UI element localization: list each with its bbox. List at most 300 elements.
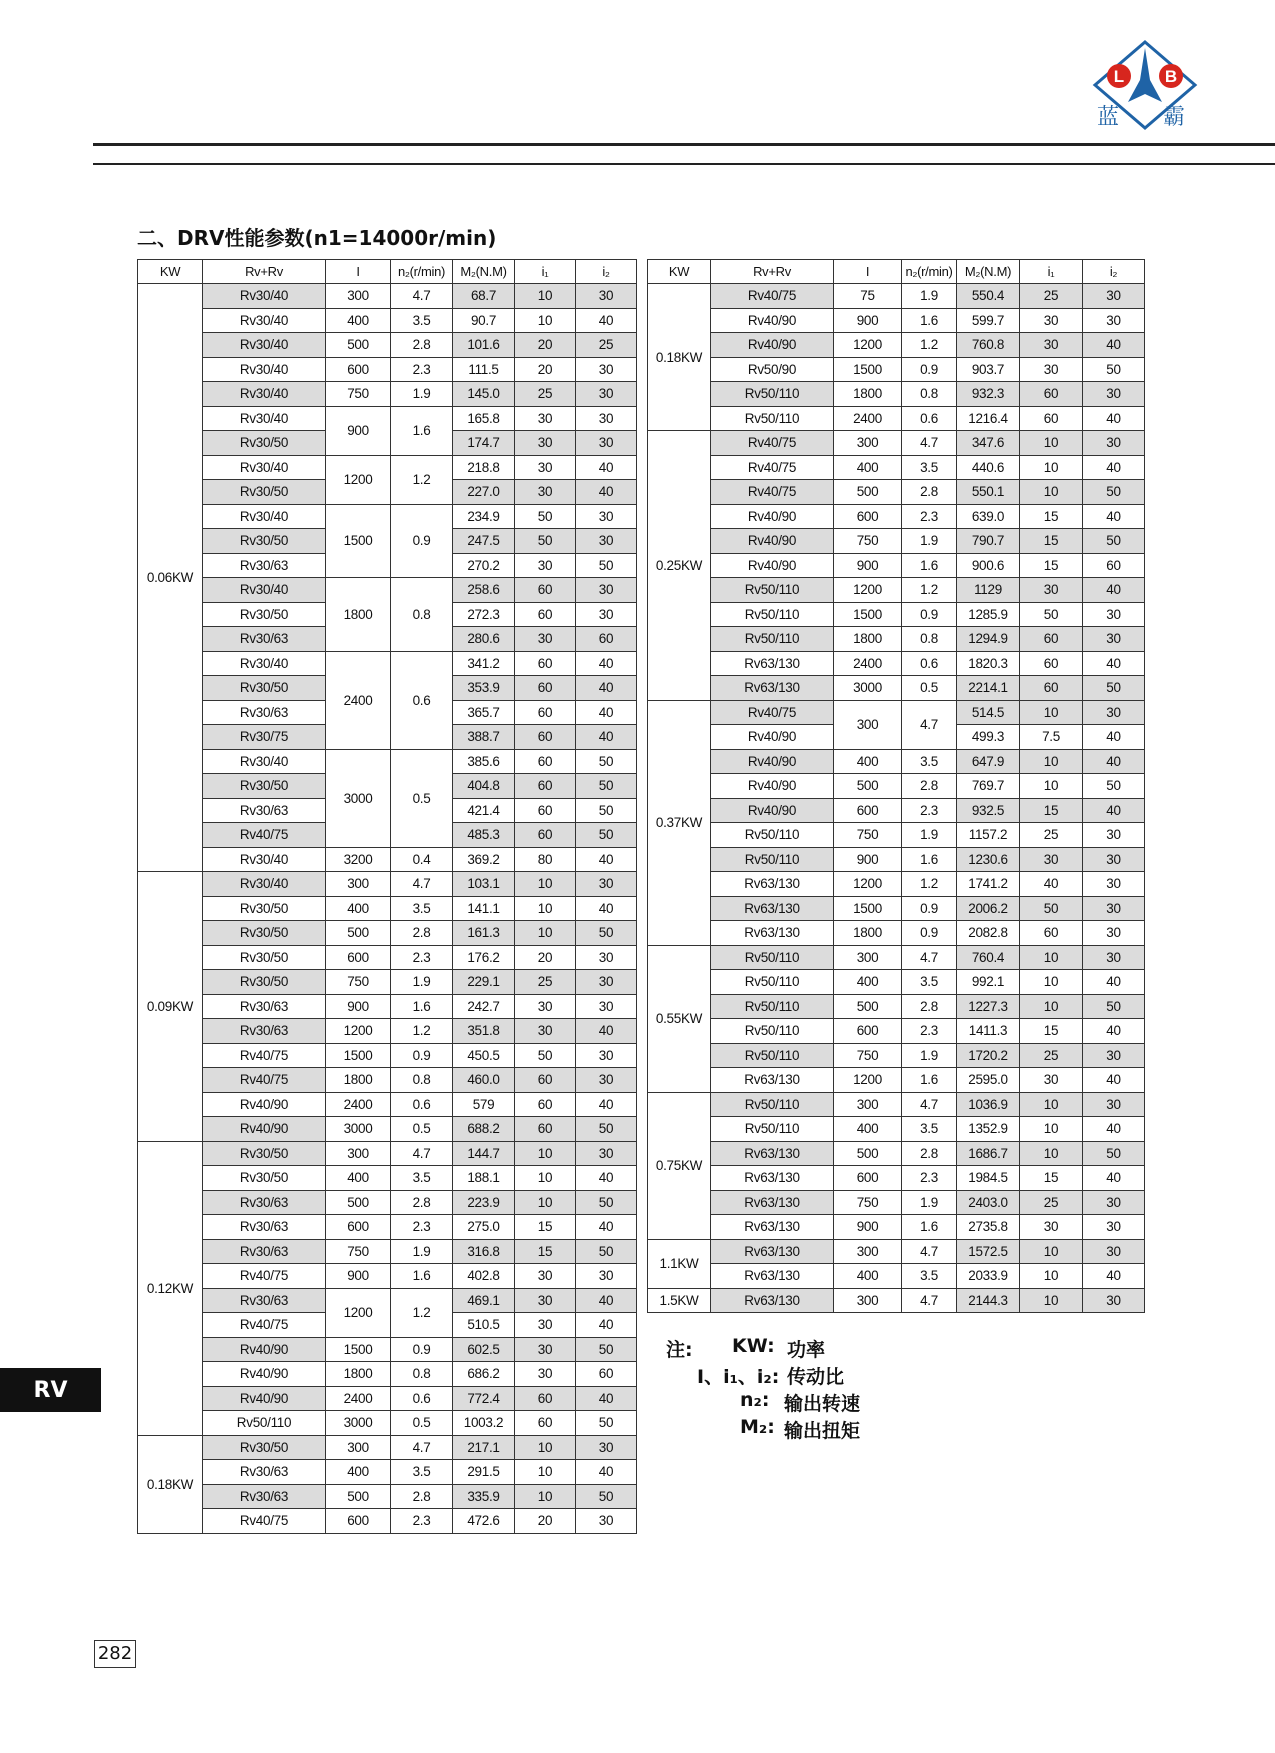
header-rule-bottom [93, 163, 1275, 165]
ratio-i1-cell: 10 [1020, 994, 1083, 1019]
ratio-cell: 500 [834, 480, 902, 505]
output-torque-cell: 176.2 [453, 945, 515, 970]
output-speed-cell: 1.6 [391, 994, 453, 1019]
note-value-kw: 功率 [787, 1339, 826, 1361]
ratio-i2-cell: 30 [576, 578, 637, 603]
table-row [138, 455, 637, 480]
ratio-i1-cell: 60 [515, 578, 576, 603]
ratio-i1-cell: 50 [515, 529, 576, 554]
ratio-cell: 1800 [326, 578, 391, 652]
ratio-i2-cell: 30 [576, 1141, 637, 1166]
ratio-i2-cell: 40 [576, 725, 637, 750]
output-torque-cell: 141.1 [453, 896, 515, 921]
ratio-cell: 1800 [326, 1362, 391, 1387]
ratio-cell: 2400 [326, 651, 391, 749]
ratio-i1-cell: 60 [515, 749, 576, 774]
output-torque-cell: 404.8 [453, 774, 515, 799]
ratio-i2-cell: 30 [576, 431, 637, 456]
ratio-i1-cell: 15 [1020, 1019, 1083, 1044]
ratio-cell: 3200 [326, 847, 391, 872]
table-row [138, 1092, 637, 1117]
ratio-cell: 400 [326, 1166, 391, 1191]
ratio-i2-cell: 40 [1083, 1068, 1145, 1093]
ratio-cell: 500 [834, 1141, 902, 1166]
performance-table-right [647, 259, 1145, 1313]
ratio-i1-cell: 20 [515, 333, 576, 358]
output-torque-cell: 602.5 [453, 1337, 515, 1362]
ratio-i1-cell: 30 [515, 1313, 576, 1338]
output-speed-cell: 2.3 [902, 1019, 957, 1044]
table-row [648, 872, 1145, 897]
output-speed-cell: 4.7 [391, 872, 453, 897]
ratio-cell: 1200 [326, 455, 391, 504]
output-speed-cell: 1.9 [902, 1190, 957, 1215]
model-cell: Rv30/50 [203, 676, 326, 701]
ratio-i2-cell: 40 [1083, 749, 1145, 774]
ratio-i1-cell: 25 [515, 382, 576, 407]
model-cell: Rv30/63 [203, 553, 326, 578]
ratio-i1-cell: 10 [1020, 1117, 1083, 1142]
model-cell: Rv30/50 [203, 1435, 326, 1460]
ratio-cell: 400 [834, 749, 902, 774]
model-cell: Rv63/130 [711, 921, 834, 946]
brand-name-left: 蓝 [1097, 105, 1120, 130]
ratio-cell: 1200 [834, 333, 902, 358]
table-row [138, 1288, 637, 1313]
ratio-i1-cell: 10 [515, 1190, 576, 1215]
ratio-i2-cell: 30 [576, 529, 637, 554]
output-torque-cell: 1129 [957, 578, 1020, 603]
output-torque-cell: 440.6 [957, 455, 1020, 480]
ratio-i1-cell: 10 [1020, 970, 1083, 995]
ratio-i2-cell: 30 [1083, 1043, 1145, 1068]
output-speed-cell: 1.6 [902, 847, 957, 872]
power-group-label: 0.75KW [648, 1092, 711, 1239]
output-torque-cell: 347.6 [957, 431, 1020, 456]
ratio-cell: 750 [326, 382, 391, 407]
ratio-i2-header: i₂ [576, 260, 637, 284]
ratio-i1-cell: 20 [515, 945, 576, 970]
ratio-i2-cell: 50 [576, 553, 637, 578]
model-cell: Rv40/90 [711, 529, 834, 554]
ratio-i1-cell: 25 [1020, 1043, 1083, 1068]
ratio-cell: 300 [834, 1239, 902, 1264]
ratio-i1-cell: 30 [1020, 578, 1083, 603]
output-speed-cell: 2.3 [391, 1509, 453, 1534]
table-row [648, 382, 1145, 407]
ratio-i1-cell: 30 [515, 1362, 576, 1387]
ratio-i1-cell: 10 [1020, 700, 1083, 725]
note-key-m2: M₂: [740, 1416, 775, 1438]
ratio-i1-cell: 30 [515, 994, 576, 1019]
ratio-i1-cell: 30 [1020, 308, 1083, 333]
logo-letter-b: B [1164, 67, 1178, 86]
ratio-i1-cell: 30 [515, 1337, 576, 1362]
ratio-i2-cell: 50 [576, 1337, 637, 1362]
ratio-cell: 750 [834, 823, 902, 848]
output-speed-cell: 2.8 [902, 774, 957, 799]
output-torque-cell: 90.7 [453, 308, 515, 333]
output-torque-cell: 421.4 [453, 798, 515, 823]
model-cell: Rv40/75 [203, 1509, 326, 1534]
output-torque-cell: 1411.3 [957, 1019, 1020, 1044]
ratio-cell: 400 [834, 970, 902, 995]
output-torque-cell: 550.1 [957, 480, 1020, 505]
output-torque-cell: 291.5 [453, 1460, 515, 1485]
ratio-cell: 3000 [326, 749, 391, 847]
ratio-i1-cell: 50 [1020, 602, 1083, 627]
ratio-cell: 3000 [326, 1117, 391, 1142]
note-value-ratio: 传动比 [787, 1366, 845, 1388]
table-row [138, 504, 637, 529]
ratio-i1-cell: 10 [515, 308, 576, 333]
ratio-cell: 1200 [834, 1068, 902, 1093]
table-row [138, 1484, 637, 1509]
performance-table-left [137, 259, 637, 1534]
output-speed-cell: 3.5 [902, 1117, 957, 1142]
output-torque-header: M₂(N.M) [957, 260, 1020, 284]
output-torque-cell: 2403.0 [957, 1190, 1020, 1215]
ratio-i1-cell: 30 [1020, 1215, 1083, 1240]
power-group-label: 0.12KW [138, 1141, 203, 1435]
ratio-i1-cell: 30 [515, 1288, 576, 1313]
ratio-i2-cell: 40 [576, 1166, 637, 1191]
ratio-i1-cell: 60 [515, 1117, 576, 1142]
ratio-i2-cell: 50 [1083, 994, 1145, 1019]
ratio-cell: 1800 [834, 382, 902, 407]
output-speed-cell: 1.9 [902, 529, 957, 554]
ratio-cell: 600 [326, 1215, 391, 1240]
ratio-cell: 400 [834, 1264, 902, 1289]
ratio-i2-cell: 30 [1083, 823, 1145, 848]
ratio-i1-cell: 10 [1020, 431, 1083, 456]
model-cell: Rv30/40 [203, 749, 326, 774]
ratio-i2-cell: 30 [1083, 382, 1145, 407]
model-cell: Rv30/75 [203, 725, 326, 750]
output-torque-cell: 550.4 [957, 284, 1020, 309]
power-group-label: 0.09KW [138, 872, 203, 1142]
output-speed-cell: 2.8 [391, 921, 453, 946]
table-row [138, 578, 637, 603]
table-row [138, 1411, 637, 1436]
table-row [648, 1239, 1145, 1264]
output-speed-cell: 3.5 [391, 1166, 453, 1191]
model-cell: Rv40/90 [203, 1092, 326, 1117]
ratio-cell: 1500 [326, 1043, 391, 1068]
model-cell: Rv63/130 [711, 1239, 834, 1264]
table-row [138, 1190, 637, 1215]
output-speed-cell: 0.8 [391, 1362, 453, 1387]
output-torque-cell: 2595.0 [957, 1068, 1020, 1093]
ratio-i1-cell: 25 [1020, 823, 1083, 848]
output-speed-cell: 2.3 [902, 1166, 957, 1191]
output-speed-cell: 4.7 [902, 1239, 957, 1264]
table-row [138, 1386, 637, 1411]
ratio-cell: 750 [834, 529, 902, 554]
ratio-i2-cell: 30 [576, 1435, 637, 1460]
table-row [648, 651, 1145, 676]
table-row [138, 1215, 637, 1240]
model-cell: Rv40/90 [711, 333, 834, 358]
output-speed-cell: 1.6 [391, 406, 453, 455]
ratio-header: I [326, 260, 391, 284]
ratio-i1-cell: 30 [1020, 847, 1083, 872]
ratio-cell: 400 [326, 308, 391, 333]
ratio-i2-cell: 30 [1083, 700, 1145, 725]
model-cell: Rv40/75 [203, 1043, 326, 1068]
table-row [648, 798, 1145, 823]
model-cell: Rv50/110 [711, 1117, 834, 1142]
ratio-cell: 1200 [326, 1019, 391, 1044]
output-speed-cell: 0.6 [391, 1386, 453, 1411]
ratio-cell: 300 [834, 1092, 902, 1117]
output-torque-cell: 341.2 [453, 651, 515, 676]
ratio-cell: 2400 [834, 651, 902, 676]
output-torque-cell: 688.2 [453, 1117, 515, 1142]
ratio-i1-cell: 30 [1020, 357, 1083, 382]
output-torque-cell: 1820.3 [957, 651, 1020, 676]
ratio-i2-cell: 25 [576, 333, 637, 358]
output-speed-cell: 1.9 [391, 1239, 453, 1264]
model-cell: Rv30/63 [203, 1288, 326, 1313]
table-row [648, 1166, 1145, 1191]
output-torque-cell: 353.9 [453, 676, 515, 701]
output-torque-cell: 932.5 [957, 798, 1020, 823]
model-cell: Rv50/110 [711, 1019, 834, 1044]
table-row [648, 504, 1145, 529]
model-cell: Rv30/40 [203, 308, 326, 333]
ratio-i2-cell: 30 [576, 1509, 637, 1534]
model-cell: Rv40/90 [711, 749, 834, 774]
model-cell: Rv30/40 [203, 872, 326, 897]
output-torque-cell: 247.5 [453, 529, 515, 554]
table-row [648, 333, 1145, 358]
ratio-i1-cell: 60 [1020, 651, 1083, 676]
output-torque-cell: 2214.1 [957, 676, 1020, 701]
ratio-i1-cell: 15 [1020, 553, 1083, 578]
ratio-i1-cell: 30 [1020, 1068, 1083, 1093]
ratio-i1-cell: 10 [1020, 480, 1083, 505]
ratio-i2-cell: 40 [576, 1092, 637, 1117]
table-row [138, 651, 637, 676]
model-cell: Rv40/75 [711, 480, 834, 505]
ratio-i1-cell: 60 [1020, 627, 1083, 652]
output-speed-cell: 3.5 [902, 749, 957, 774]
output-speed-cell: 4.7 [902, 700, 957, 749]
ratio-cell: 900 [326, 994, 391, 1019]
ratio-i1-cell: 10 [1020, 1092, 1083, 1117]
model-cell: Rv63/130 [711, 896, 834, 921]
ratio-i2-cell: 50 [576, 823, 637, 848]
output-torque-cell: 579 [453, 1092, 515, 1117]
output-torque-cell: 144.7 [453, 1141, 515, 1166]
ratio-cell: 500 [326, 333, 391, 358]
ratio-i1-cell: 60 [515, 1068, 576, 1093]
output-torque-cell: 1294.9 [957, 627, 1020, 652]
ratio-cell: 1200 [326, 1288, 391, 1337]
model-cell: Rv40/90 [711, 798, 834, 823]
ratio-cell: 300 [326, 872, 391, 897]
ratio-i2-cell: 30 [576, 945, 637, 970]
output-speed-cell: 4.7 [902, 945, 957, 970]
model-cell: Rv63/130 [711, 1288, 834, 1313]
model-cell: Rv40/75 [711, 431, 834, 456]
output-speed-cell: 0.5 [391, 1117, 453, 1142]
table-row [648, 921, 1145, 946]
ratio-i1-cell: 10 [515, 921, 576, 946]
model-cell: Rv30/63 [203, 1190, 326, 1215]
ratio-i1-cell: 50 [515, 1043, 576, 1068]
output-torque-cell: 772.4 [453, 1386, 515, 1411]
ratio-i2-cell: 40 [1083, 970, 1145, 995]
ratio-i2-cell: 50 [576, 921, 637, 946]
model-cell: Rv30/50 [203, 1141, 326, 1166]
ratio-i1-cell: 15 [1020, 798, 1083, 823]
ratio-i2-cell: 40 [576, 1460, 637, 1485]
output-speed-cell: 1.6 [391, 1264, 453, 1289]
output-torque-cell: 1216.4 [957, 406, 1020, 431]
output-torque-cell: 639.0 [957, 504, 1020, 529]
ratio-cell: 900 [834, 553, 902, 578]
table-row [648, 945, 1145, 970]
output-torque-cell: 402.8 [453, 1264, 515, 1289]
output-speed-cell: 0.8 [902, 382, 957, 407]
ratio-cell: 300 [326, 284, 391, 309]
output-speed-cell: 1.9 [902, 823, 957, 848]
ratio-header: I [834, 260, 902, 284]
model-cell: Rv40/90 [203, 1362, 326, 1387]
ratio-i1-cell: 7.5 [1020, 725, 1083, 750]
model-cell: Rv50/110 [711, 994, 834, 1019]
table-row [648, 431, 1145, 456]
model-cell: Rv30/63 [203, 994, 326, 1019]
output-torque-cell: 188.1 [453, 1166, 515, 1191]
output-torque-cell: 2033.9 [957, 1264, 1020, 1289]
ratio-i2-cell: 50 [1083, 676, 1145, 701]
ratio-i2-cell: 40 [576, 1288, 637, 1313]
output-speed-cell: 2.8 [391, 1484, 453, 1509]
model-cell: Rv30/63 [203, 627, 326, 652]
table-row [648, 1190, 1145, 1215]
output-torque-cell: 2082.8 [957, 921, 1020, 946]
model-cell: Rv40/90 [711, 725, 834, 750]
model-cell: Rv40/75 [203, 1264, 326, 1289]
output-torque-cell: 2735.8 [957, 1215, 1020, 1240]
table-row [648, 455, 1145, 480]
ratio-i2-cell: 50 [576, 1484, 637, 1509]
output-speed-cell: 3.5 [391, 308, 453, 333]
note-key-n2: n₂: [740, 1389, 770, 1411]
model-cell: Rv30/63 [203, 1484, 326, 1509]
output-torque-cell: 769.7 [957, 774, 1020, 799]
table-row [138, 1362, 637, 1387]
ratio-i1-cell: 60 [515, 602, 576, 627]
output-torque-cell: 790.7 [957, 529, 1020, 554]
ratio-cell: 400 [326, 1460, 391, 1485]
table-row [648, 1043, 1145, 1068]
table-row [648, 1068, 1145, 1093]
model-cell: Rv40/90 [203, 1386, 326, 1411]
table-row [138, 308, 637, 333]
ratio-cell: 1500 [834, 602, 902, 627]
ratio-i1-cell: 60 [515, 798, 576, 823]
ratio-cell: 900 [326, 1264, 391, 1289]
ratio-i1-cell: 10 [515, 872, 576, 897]
ratio-i1-cell: 20 [515, 357, 576, 382]
model-cell: Rv50/110 [711, 602, 834, 627]
output-torque-cell: 223.9 [453, 1190, 515, 1215]
output-speed-cell: 3.5 [391, 896, 453, 921]
ratio-i1-cell: 60 [1020, 382, 1083, 407]
output-speed-cell: 0.9 [902, 921, 957, 946]
output-speed-cell: 0.9 [391, 1043, 453, 1068]
output-speed-cell: 4.7 [391, 1435, 453, 1460]
table-row [648, 896, 1145, 921]
ratio-i1-cell: 10 [515, 1141, 576, 1166]
output-speed-cell: 4.7 [391, 1141, 453, 1166]
ratio-cell: 500 [326, 1190, 391, 1215]
ratio-i2-cell: 60 [576, 627, 637, 652]
ratio-i2-cell: 40 [576, 308, 637, 333]
ratio-cell: 600 [326, 357, 391, 382]
model-cell: Rv30/40 [203, 382, 326, 407]
table-row [648, 1141, 1145, 1166]
ratio-i2-cell: 30 [1083, 847, 1145, 872]
output-torque-cell: 460.0 [453, 1068, 515, 1093]
ratio-i2-cell: 30 [576, 1264, 637, 1289]
ratio-i1-cell: 80 [515, 847, 576, 872]
table-row [648, 823, 1145, 848]
output-torque-cell: 1720.2 [957, 1043, 1020, 1068]
ratio-cell: 750 [834, 1043, 902, 1068]
output-torque-cell: 242.7 [453, 994, 515, 1019]
ratio-cell: 600 [834, 798, 902, 823]
ratio-i2-cell: 30 [576, 504, 637, 529]
ratio-cell: 300 [834, 700, 902, 749]
power-group-label: 0.55KW [648, 945, 711, 1092]
output-torque-cell: 103.1 [453, 872, 515, 897]
ratio-i1-cell: 50 [1020, 896, 1083, 921]
model-cell: Rv40/90 [711, 774, 834, 799]
ratio-cell: 1800 [326, 1068, 391, 1093]
ratio-i1-cell: 30 [515, 1264, 576, 1289]
model-cell: Rv30/50 [203, 774, 326, 799]
power-group-label: 0.25KW [648, 431, 711, 701]
ratio-i2-cell: 40 [576, 651, 637, 676]
notes-title: 注: [666, 1339, 693, 1361]
model-cell: Rv40/90 [203, 1337, 326, 1362]
table-row [138, 406, 637, 431]
model-cell: Rv30/50 [203, 921, 326, 946]
ratio-cell: 75 [834, 284, 902, 309]
table-row [648, 529, 1145, 554]
output-speed-cell: 0.5 [391, 749, 453, 847]
ratio-i2-cell: 40 [1083, 798, 1145, 823]
model-cell: Rv30/50 [203, 945, 326, 970]
table-row [648, 847, 1145, 872]
ratio-i2-cell: 30 [576, 994, 637, 1019]
ratio-i2-cell: 30 [1083, 431, 1145, 456]
ratio-i1-cell: 30 [515, 406, 576, 431]
ratio-i1-cell: 60 [515, 651, 576, 676]
model-cell: Rv63/130 [711, 1166, 834, 1191]
ratio-i1-cell: 60 [515, 1411, 576, 1436]
table-row [138, 1117, 637, 1142]
output-torque-cell: 686.2 [453, 1362, 515, 1387]
table-row [138, 1043, 637, 1068]
note-key-kw: KW: [732, 1335, 775, 1357]
ratio-cell: 500 [326, 921, 391, 946]
